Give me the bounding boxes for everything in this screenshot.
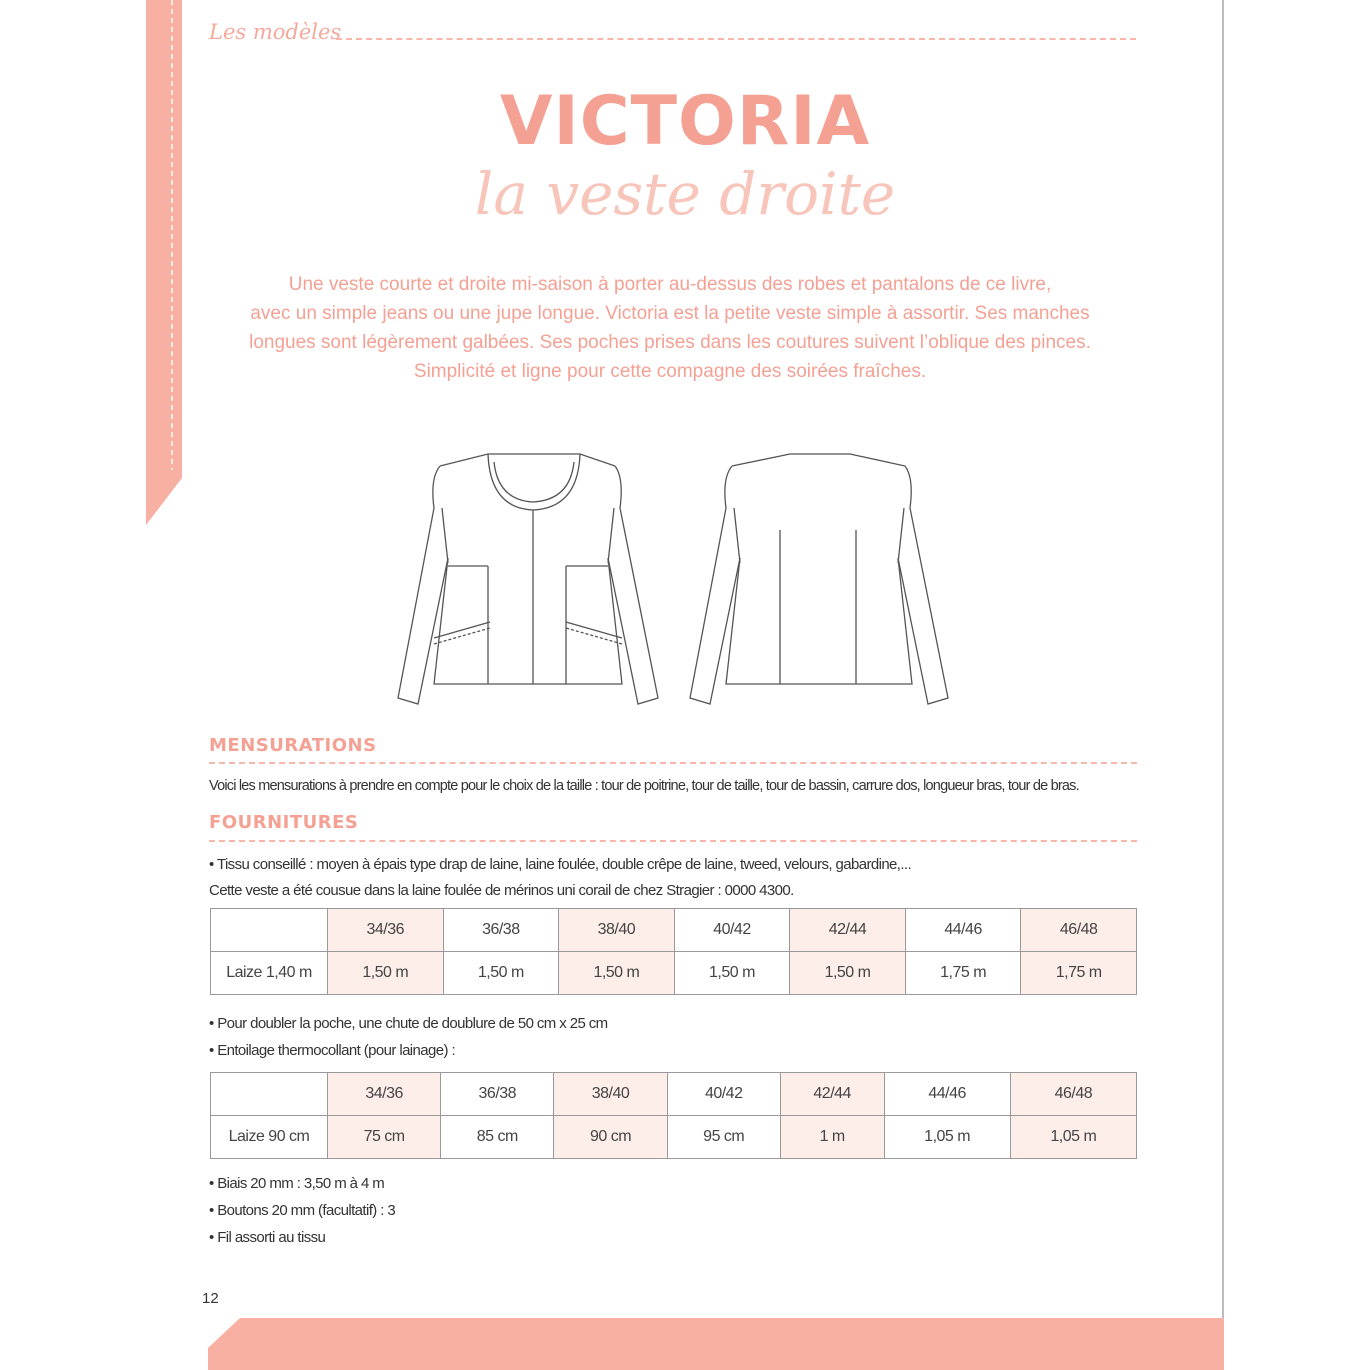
intro-paragraph: [220, 270, 1120, 386]
header-divider: [336, 38, 1136, 40]
size-cell: 44/46: [884, 1073, 1010, 1116]
value-cell: 95 cm: [667, 1116, 780, 1159]
value-cell: 1,75 m: [1021, 952, 1137, 995]
size-cell: 36/38: [441, 1073, 554, 1116]
jacket-illustration: [390, 448, 960, 713]
pattern-title: VICTORIA: [499, 82, 871, 161]
value-cell: 1,75 m: [905, 952, 1021, 995]
size-cell: 34/36: [328, 1073, 441, 1116]
mensurations-divider: [209, 762, 1137, 764]
table-corner-cell: [211, 1073, 328, 1116]
fabric-sewn-note: Cette veste a été cousue dans la laine foulée de mérinos uni corail de chez Stragier : 0000 4300.: [209, 882, 794, 899]
size-cell: 46/48: [1010, 1073, 1136, 1116]
intro-line: avec un simple jeans ou une jupe longue. Victoria est la petite veste simple à assortir. Ses manches: [250, 303, 1090, 324]
pattern-subtitle: la veste droite: [474, 160, 896, 228]
table-row: [211, 952, 1137, 995]
left-tab-decoration: [146, 0, 182, 525]
value-cell: 1,05 m: [1010, 1116, 1136, 1159]
intro-line: Une veste courte et droite mi-saison à porter au-dessus des robes et pantalons de ce livre,: [288, 274, 1052, 295]
size-cell: 42/44: [780, 1073, 884, 1116]
fabric-quantity-table: [210, 908, 1137, 995]
value-cell: 1 m: [780, 1116, 884, 1159]
row-label-cell: Laize 1,40 m: [211, 952, 328, 995]
value-cell: 1,50 m: [790, 952, 906, 995]
extra-supply-item: • Biais 20 mm : 3,50 m à 4 m: [209, 1175, 385, 1192]
row-label-cell: Laize 90 cm: [211, 1116, 328, 1159]
interfacing-note: • Entoilage thermocollant (pour lainage) :: [209, 1042, 456, 1059]
extra-supply-item: • Fil assorti au tissu: [209, 1229, 326, 1246]
value-cell: 1,50 m: [674, 952, 790, 995]
fournitures-divider: [209, 840, 1137, 842]
bottom-band-decoration: [0, 1318, 1224, 1370]
page-number: 12: [202, 1290, 219, 1307]
mensurations-text: Voici les mensurations à prendre en compte pour le choix de la taille : tour de poitrine, tour de taille, tour de bassin, carrure dos, longueur bras, tour de bras.: [209, 778, 1079, 794]
value-cell: 85 cm: [441, 1116, 554, 1159]
lining-note: • Pour doubler la poche, une chute de doublure de 50 cm x 25 cm: [209, 1015, 608, 1032]
section-label: Les modèles: [209, 20, 342, 44]
table-header-row: [211, 1073, 1137, 1116]
size-cell: 36/38: [443, 909, 559, 952]
intro-line: longues sont légèrement galbées. Ses poches prises dans les coutures suivent l’oblique des pinces.: [249, 332, 1091, 353]
intro-line: Simplicité et ligne pour cette compagne des soirées fraîches.: [413, 361, 927, 382]
value-cell: 1,50 m: [559, 952, 675, 995]
value-cell: 75 cm: [328, 1116, 441, 1159]
value-cell: 90 cm: [554, 1116, 667, 1159]
size-cell: 46/48: [1021, 909, 1137, 952]
size-cell: 34/36: [328, 909, 444, 952]
size-cell: 40/42: [667, 1073, 780, 1116]
table-corner-cell: [211, 909, 328, 952]
mensurations-heading: MENSURATIONS: [209, 735, 377, 756]
interfacing-quantity-table: [210, 1072, 1137, 1159]
value-cell: 1,05 m: [884, 1116, 1010, 1159]
jacket-front-sketch-icon: [398, 454, 658, 704]
value-cell: 1,50 m: [328, 952, 444, 995]
value-cell: 1,50 m: [443, 952, 559, 995]
size-cell: 44/46: [905, 909, 1021, 952]
jacket-back-sketch-icon: [690, 454, 948, 704]
table-row: [211, 1116, 1137, 1159]
fournitures-heading: FOURNITURES: [209, 812, 359, 833]
table-header-row: [211, 909, 1137, 952]
size-cell: 42/44: [790, 909, 906, 952]
fabric-recommendation: • Tissu conseillé : moyen à épais type drap de laine, laine foulée, double crêpe de laine, tweed, velours, gabardine,...: [209, 856, 912, 873]
size-cell: 40/42: [674, 909, 790, 952]
extra-supply-item: • Boutons 20 mm (facultatif) : 3: [209, 1202, 396, 1219]
size-cell: 38/40: [554, 1073, 667, 1116]
size-cell: 38/40: [559, 909, 675, 952]
